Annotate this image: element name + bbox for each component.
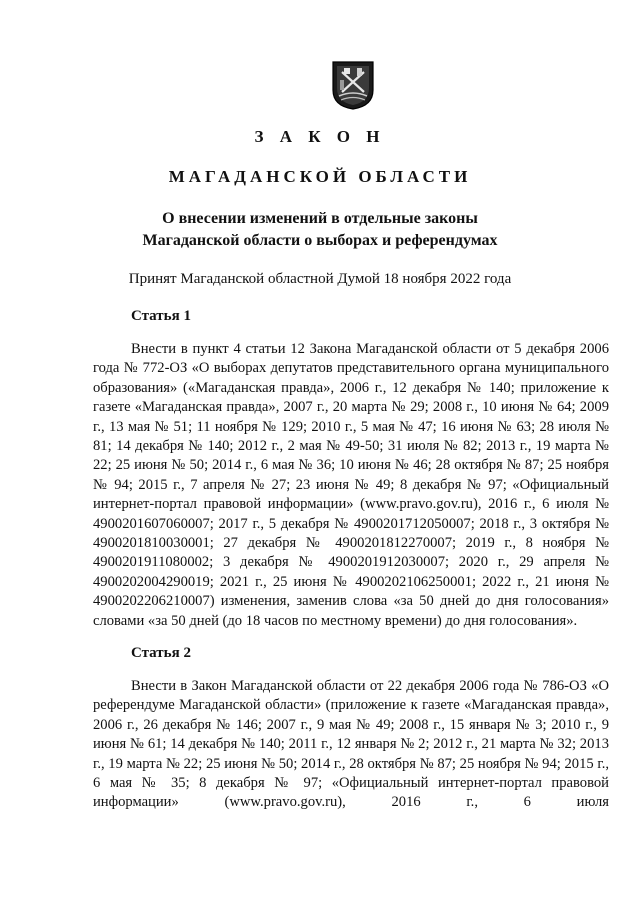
article-1-text: Внести в пункт 4 статьи 12 Закона Магаданской области от 5 декабря 2006 года № 772-ОЗ «О выборах депутатов представительного органа муниципального образования» («Магаданская правда», 2006 г., 12 декабря № 140; приложение к газете «Магаданская правда», 2007 г., 20 марта № 29; 2008 г., 10 июня № 64; 2009 г., 13 мая № 51; 11 ноября № 129; 2010 г., 5 мая № 47; 16 июня № 63; 28 июля № 81; 14 декабря № 140; 2012 г., 2 мая № 49-50; 31 июля № 82; 2013 г., 19 марта № 22; 25 июня № 50; 2014 г., 6 мая № 36; 10 июня № 46; 28 октября № 87; 25 ноября № 94; 2015 г., 7 апреля № 27; 23 июня № 49; 8 декабря № 97; «Официальный интернет-портал правовой информации» (www.pravo.gov.ru), 2016 г., 6 июля № 4900201607060007; 2017 г., 5 декабря № 4900201712050007; 2018 г., 3 октября № 4900201810030001; 27 декабря № 4900201812270007; 2019 г., 8 ноября № 4900201911080002; 3 декабря № 4900201912030007; 2020 г., 29 апреля № 4900202004290019; 2021 г., 25 июня № 4900202106250001; 2022 г., 21 июня № 4900202206210007) изменения, заменив слова «за 50 дней до дня голосования» словами «за 50 дней (до 18 часов по местному времени) до дня голосования». [93,341,609,629]
article-2-heading: Статья 2 [131,645,191,661]
article-2-text: Внести в Закон Магаданской области от 22 декабря 2006 года № 786-ОЗ «О референдуме Магаданской области» (приложение к газете «Магаданская правда», 2006 г., 26 декабря № 146; 2007 г., 9 мая № 49; 2008 г., 15 января № 3; 2010 г., 9 июня № 61; 14 декабря № 140; 2011 г., 12 января № 2; 2012 г., 21 марта № 32; 2013 г., 19 марта № 22; 25 июня № 50; 2014 г., 28 октября № 87; 25 ноября № 94; 2015 г., 6 мая № 35; 8 декабря № 97; «Официальный интернет-портал правовой информации» (www.pravo.gov.ru), 2016 г., 6 июля [93,678,609,811]
article-1-heading: Статья 1 [131,308,191,324]
document-type-title: З А К О Н [254,127,386,146]
coat-of-arms-icon [331,60,375,110]
adoption-statement: Принят Магаданской областной Думой 18 ноября 2022 года [128,271,512,287]
document-subtitle [0,208,640,252]
document-region-title: МАГАДАНСКОЙ ОБЛАСТИ [168,167,472,186]
subtitle-line-1: О внесении изменений в отдельные законы [162,210,478,227]
subtitle-line-2: Магаданской области о выборах и референдумах [142,232,498,249]
